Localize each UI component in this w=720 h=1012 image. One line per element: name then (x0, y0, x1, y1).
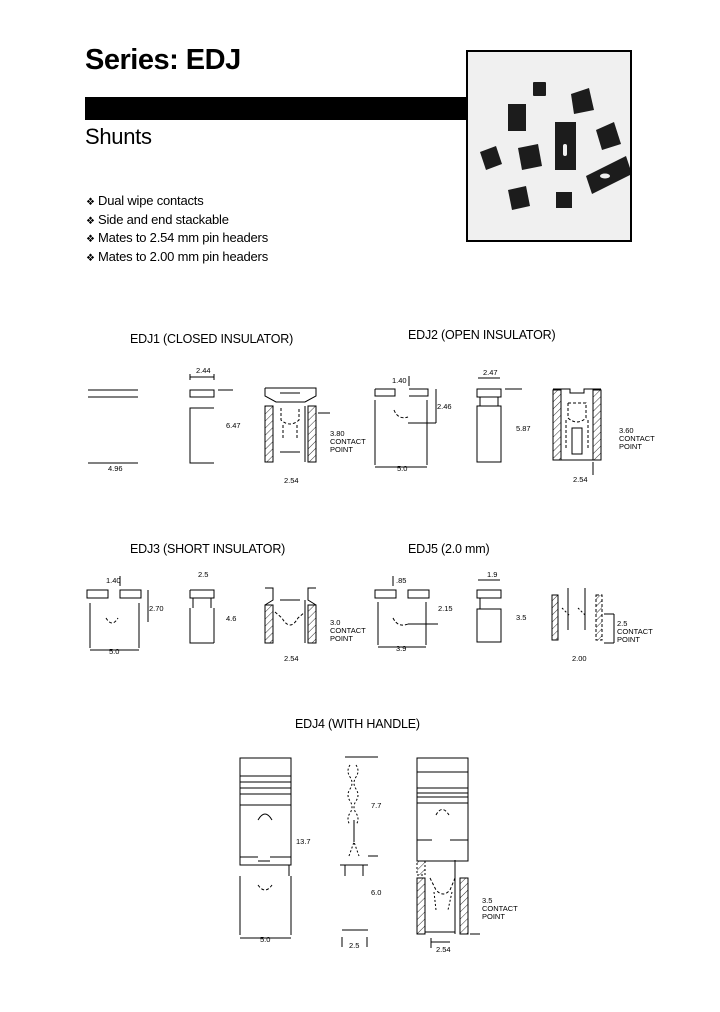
svg-text:6.47: 6.47 (226, 421, 241, 430)
svg-text:2.44: 2.44 (196, 366, 211, 375)
svg-text:3.5: 3.5 (482, 896, 493, 905)
svg-text:5.0: 5.0 (260, 935, 271, 944)
feature-item: ❖ Mates to 2.00 mm pin headers (86, 249, 268, 268)
svg-text:5.0: 5.0 (397, 464, 408, 473)
diamond-bullet-icon: ❖ (86, 215, 95, 227)
edj1-length-dim: 4.96 (108, 464, 123, 473)
diamond-bullet-icon: ❖ (86, 197, 95, 208)
svg-text:2.70: 2.70 (149, 604, 164, 613)
diamond-bullet-icon: ❖ (86, 234, 95, 245)
feature-item: ❖ Side and end stackable (86, 212, 268, 231)
edj1-drawing (88, 366, 366, 485)
feature-item: ❖ Dual wipe contacts (86, 193, 268, 212)
svg-text:1.40: 1.40 (106, 576, 121, 585)
svg-text:13.7: 13.7 (296, 837, 311, 846)
page-subtitle: Shunts (85, 124, 152, 149)
svg-text:4.6: 4.6 (226, 614, 237, 623)
page-title: Series: EDJ (85, 44, 241, 76)
svg-text:2.5: 2.5 (198, 570, 209, 579)
svg-text:2.00: 2.00 (572, 654, 587, 663)
edj3-label: EDJ3 (SHORT INSULATOR) (130, 542, 286, 556)
feature-item: ❖ Mates to 2.54 mm pin headers (86, 230, 268, 249)
svg-text:CONTACT: CONTACT (330, 626, 366, 635)
diamond-bullet-icon: ❖ (86, 252, 95, 264)
edj3-drawing (87, 570, 366, 663)
svg-text:2.54: 2.54 (284, 476, 299, 485)
svg-text:POINT: POINT (482, 912, 505, 921)
svg-text:POINT: POINT (330, 445, 353, 454)
edj2-drawing (375, 368, 655, 484)
svg-text:2.5: 2.5 (617, 619, 628, 628)
svg-text:3.9: 3.9 (396, 644, 407, 653)
svg-text:2.5: 2.5 (349, 941, 360, 950)
svg-text:CONTACT: CONTACT (330, 437, 366, 446)
svg-text:3.60: 3.60 (619, 426, 634, 435)
svg-text:1.40: 1.40 (392, 376, 407, 385)
edj1-label: EDJ1 (CLOSED INSULATOR) (130, 332, 294, 346)
svg-text:3.5: 3.5 (516, 613, 527, 622)
svg-text:1.9: 1.9 (487, 570, 498, 579)
svg-text:2.46: 2.46 (437, 402, 452, 411)
svg-text:6.0: 6.0 (371, 888, 382, 897)
svg-text:CONTACT: CONTACT (619, 434, 655, 443)
edj5-drawing (375, 570, 653, 663)
edj5-label: EDJ5 (2.0 mm) (408, 542, 490, 556)
svg-text:3.0: 3.0 (330, 618, 341, 627)
svg-text:2.47: 2.47 (483, 368, 498, 377)
svg-text:3.80: 3.80 (330, 429, 345, 438)
svg-text:CONTACT: CONTACT (617, 627, 653, 636)
svg-text:5.87: 5.87 (516, 424, 531, 433)
svg-text:7.7: 7.7 (371, 801, 382, 810)
svg-text:POINT: POINT (330, 634, 353, 643)
svg-text:2.54: 2.54 (284, 654, 299, 663)
edj4-label: EDJ4 (WITH HANDLE) (295, 717, 420, 731)
edj4-drawing (240, 757, 518, 954)
svg-text:POINT: POINT (619, 442, 642, 451)
svg-text:POINT: POINT (617, 635, 640, 644)
svg-text:CONTACT: CONTACT (482, 904, 518, 913)
edj2-label: EDJ2 (OPEN INSULATOR) (408, 328, 556, 342)
svg-text:5.0: 5.0 (109, 647, 120, 656)
svg-text:2.54: 2.54 (573, 475, 588, 484)
svg-text:.85: .85 (396, 576, 407, 585)
svg-text:2.15: 2.15 (438, 604, 453, 613)
svg-text:2.54: 2.54 (436, 945, 451, 954)
